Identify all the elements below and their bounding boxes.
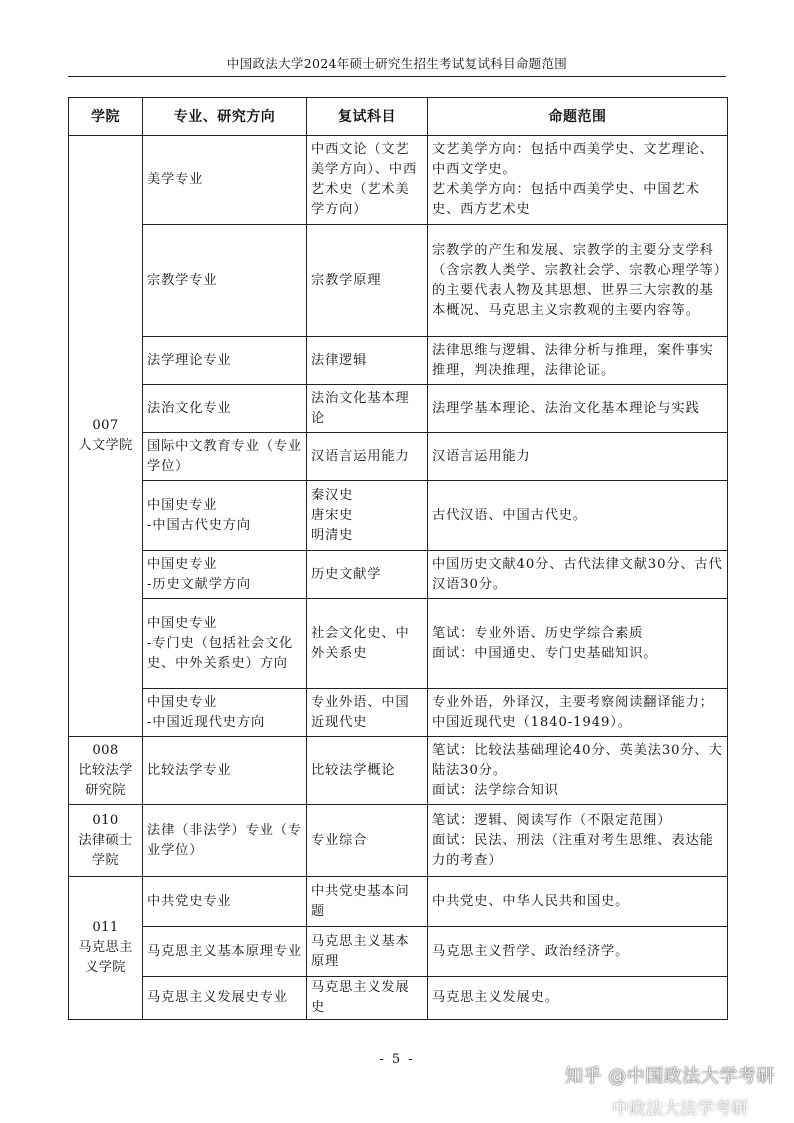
school-cell: 011 马克思主 义学院 (69, 877, 143, 1020)
column-header: 学院 (69, 98, 143, 136)
major-cell: 宗教学专业 (143, 225, 307, 337)
major-cell: 国际中文教育专业（专业学位） (143, 433, 307, 481)
subject-cell: 中西文论（文艺美学方向）、中西艺术史（艺术美学方向） (307, 136, 428, 225)
table-row (69, 337, 728, 385)
scope-cell: 笔试：比较法基础理论40分、英美法30分、大陆法30分。 面试：法学综合知识 (428, 737, 728, 805)
table-row (69, 225, 728, 337)
table-header-row (69, 98, 728, 136)
table-row (69, 977, 728, 1020)
scope-cell: 中国历史文献40分、古代法律文献30分、古代汉语30分。 (428, 551, 728, 599)
scope-cell: 中共党史、中华人民共和国史。 (428, 877, 728, 927)
major-cell: 中国史专业 -历史文献学方向 (143, 551, 307, 599)
major-cell: 马克思主义基本原理专业 (143, 927, 307, 977)
table-body (69, 136, 728, 1020)
major-cell: 法律（非法学）专业（专业学位） (143, 805, 307, 877)
page-number: - 5 - (379, 1052, 415, 1067)
major-cell: 中国史专业 -专门史（包括社会文化史、中外关系史）方向 (143, 599, 307, 689)
subject-cell: 法治文化基本理论 (307, 385, 428, 433)
subject-cell: 秦汉史 唐宋史 明清史 (307, 481, 428, 551)
table-row (69, 805, 728, 877)
column-header: 专业、研究方向 (143, 98, 307, 136)
subject-cell: 中共党史基本问题 (307, 877, 428, 927)
major-cell: 中国史专业 -中国近现代史方向 (143, 689, 307, 737)
scope-cell: 法律思维与逻辑、法律分析与推理，案件事实推理，判决推理，法律论证。 (428, 337, 728, 385)
table-row (69, 551, 728, 599)
school-cell: 010 法律硕士 学院 (69, 805, 143, 877)
scope-cell: 文艺美学方向：包括中西美学史、文艺理论、中西文学史。 艺术美学方向：包括中西美学史、中国艺术史、西方艺术史 (428, 136, 728, 225)
major-cell: 马克思主义发展史专业 (143, 977, 307, 1020)
subject-cell: 社会文化史、中外关系史 (307, 599, 428, 689)
school-cell: 008 比较法学 研究院 (69, 737, 143, 805)
column-header: 命题范围 (428, 98, 728, 136)
table-row (69, 877, 728, 927)
table-row (69, 927, 728, 977)
column-header: 复试科目 (307, 98, 428, 136)
table-row (69, 433, 728, 481)
subject-cell: 马克思主义发展史 (307, 977, 428, 1020)
subject-cell: 宗教学原理 (307, 225, 428, 337)
table-row (69, 481, 728, 551)
table-row (69, 689, 728, 737)
watermark-sub: 中政法大法学考研 (612, 1099, 748, 1119)
scope-cell: 古代汉语、中国古代史。 (428, 481, 728, 551)
scope-cell: 马克思主义发展史。 (428, 977, 728, 1020)
major-cell: 中共党史专业 (143, 877, 307, 927)
table-row (69, 737, 728, 805)
scope-cell: 马克思主义哲学、政治经济学。 (428, 927, 728, 977)
subject-cell: 专业外语、中国近现代史 (307, 689, 428, 737)
subject-cell: 马克思主义基本原理 (307, 927, 428, 977)
major-cell: 中国史专业 -中国古代史方向 (143, 481, 307, 551)
scope-cell: 汉语言运用能力 (428, 433, 728, 481)
subject-cell: 汉语言运用能力 (307, 433, 428, 481)
major-cell: 比较法学专业 (143, 737, 307, 805)
watermark: 知乎 @中国政法大学考研 (565, 1066, 775, 1087)
header-rule (68, 76, 726, 77)
major-cell: 法学理论专业 (143, 337, 307, 385)
subject-cell: 历史文献学 (307, 551, 428, 599)
exam-scope-table (68, 97, 728, 1020)
subject-cell: 法律逻辑 (307, 337, 428, 385)
major-cell: 法治文化专业 (143, 385, 307, 433)
scope-cell: 宗教学的产生和发展、宗教学的主要分支学科（含宗教人类学、宗教社会学、宗教心理学等）的主要代表人物及其思想、世界三大宗教的基本概况、马克思主义宗教观的主要内容等。 (428, 225, 728, 337)
document-header: 中国政法大学2024年硕士研究生招生考试复试科目命题范围 (226, 56, 568, 71)
table-row (69, 385, 728, 433)
scope-cell: 笔试：逻辑、阅读写作（不限定范围） 面试：民法、刑法（注重对考生思维、表达能力的考查） (428, 805, 728, 877)
school-cell: 007 人文学院 (69, 136, 143, 737)
subject-cell: 比较法学概论 (307, 737, 428, 805)
scope-cell: 法理学基本理论、法治文化基本理论与实践 (428, 385, 728, 433)
table-row (69, 599, 728, 689)
table-row (69, 136, 728, 225)
scope-cell: 专业外语，外译汉，主要考察阅读翻译能力；中国近现代史（1840-1949）。 (428, 689, 728, 737)
major-cell: 美学专业 (143, 136, 307, 225)
scope-cell: 笔试：专业外语、历史学综合素质 面试：中国通史、专门史基础知识。 (428, 599, 728, 689)
subject-cell: 专业综合 (307, 805, 428, 877)
